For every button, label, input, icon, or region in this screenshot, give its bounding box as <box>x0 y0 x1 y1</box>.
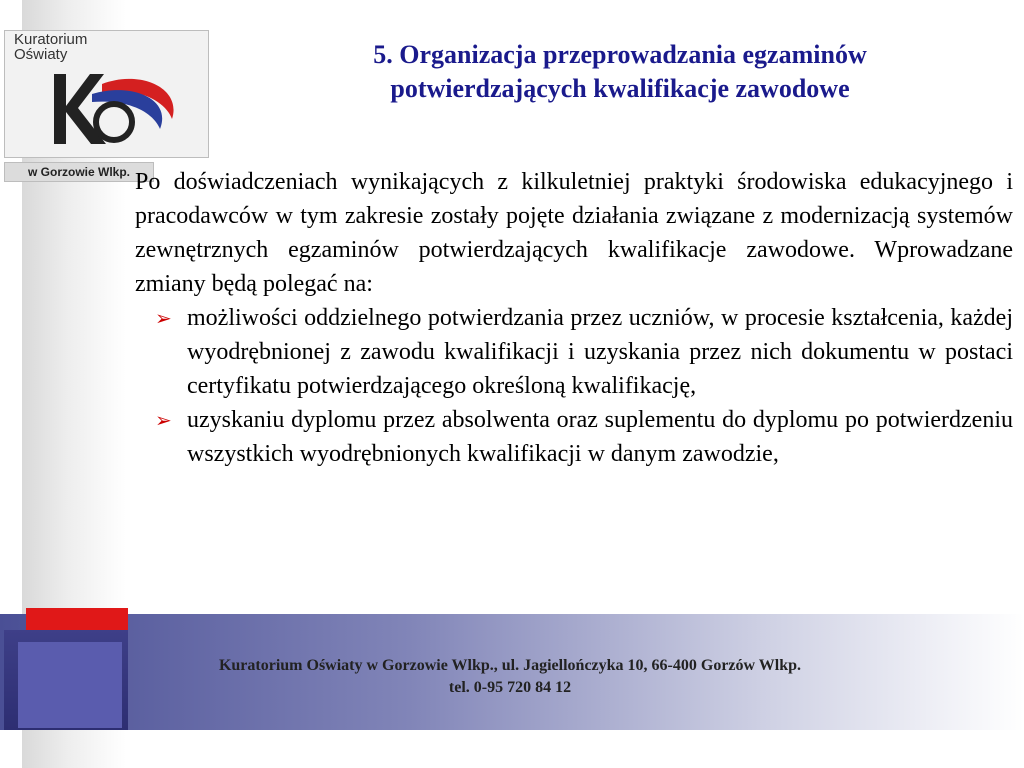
slide-title-line1: 5. Organizacja przeprowadzania egzaminów <box>373 40 867 69</box>
intro-paragraph: Po doświadczeniach wynikających z kilkuletniej praktyki środowiska edukacyjnego i pracodawców w tym zakresie zostały pojęte działania związane z modernizacją systemów zewnętrznych egzaminów potwierdzających kwalifikacje zawodowe. Wprowadzane zmiany będą polegać na: <box>135 169 1013 297</box>
logo-city: w Gorzowie Wlkp. <box>4 162 154 182</box>
bullet-item <box>135 301 1013 403</box>
bullet-item <box>135 403 1013 471</box>
ko-emblem-icon <box>32 64 182 154</box>
bullet-text: możliwości oddzielnego potwierdzania przez uczniów, w procesie kształcenia, każdej wyodrębnionej z zawodu kwalifikacji i uzyskania przez nich dokumentu w postaci certyfikatu potwierdzającego określoną kwalifikację, <box>187 305 1013 399</box>
bullet-text: uzyskaniu dyplomu przez absolwenta oraz suplementu do dyplomu po potwierdzeniu wszystkich wyodrębnionych kwalifikacji w danym zawodzie, <box>187 407 1013 467</box>
arrow-right-icon: ➢ <box>155 408 172 432</box>
logo-title-line2: Oświaty <box>14 46 68 63</box>
footer-phone: tel. 0-95 720 84 12 <box>448 679 572 696</box>
footer-red-accent <box>26 608 128 630</box>
logo-title <box>14 32 154 62</box>
arrow-right-icon: ➢ <box>155 306 172 330</box>
slide-content <box>135 165 1013 471</box>
bullet-list <box>135 301 1013 471</box>
slide-title <box>250 38 990 106</box>
logo-title-line1: Kuratorium <box>14 31 88 48</box>
kuratorium-logo <box>4 24 209 179</box>
footer-address-line1: Kuratorium Oświaty w Gorzowie Wlkp., ul. Jagiellończyka 10, 66-400 Gorzów Wlkp. <box>218 657 802 674</box>
footer-blue-block-inner <box>18 642 122 728</box>
slide-title-line2: potwierdzających kwalifikacje zawodowe <box>390 74 850 103</box>
footer-address <box>140 655 880 699</box>
